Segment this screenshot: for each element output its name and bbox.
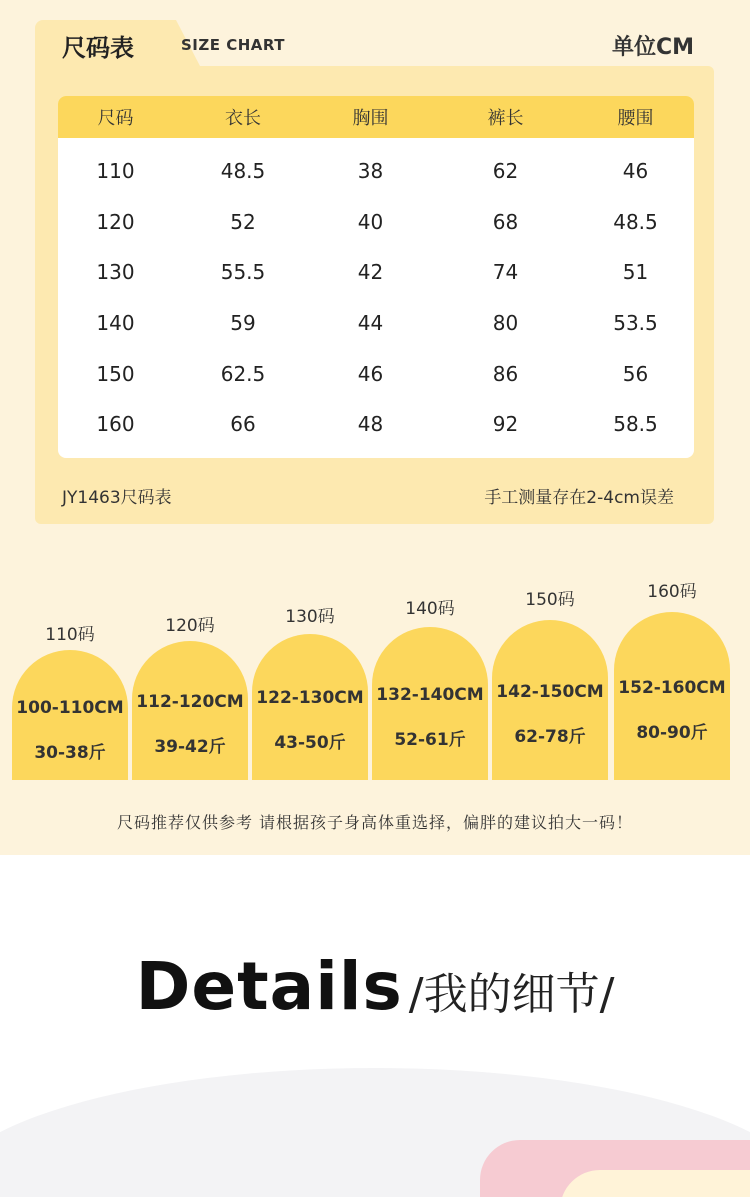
column-header: 尺码 xyxy=(97,108,134,129)
table-cell: 130 xyxy=(96,260,135,285)
details-heading xyxy=(0,948,750,1025)
table-cell: 110 xyxy=(96,159,135,184)
table-cell: 58.5 xyxy=(613,412,658,437)
table-cell: 48.5 xyxy=(220,159,266,184)
recommend-size-label: 130码 xyxy=(285,607,335,627)
recommend-weight: 43-50斤 xyxy=(274,733,346,753)
table-cell: 40 xyxy=(357,209,384,234)
table-cell: 150 xyxy=(96,361,135,386)
recommend-size-label: 150码 xyxy=(525,590,575,610)
recommend-size-label: 140码 xyxy=(405,599,455,619)
recommend-size-label: 120码 xyxy=(165,616,215,636)
recommend-weight: 80-90斤 xyxy=(636,723,708,743)
recommend-height: 100-110CM xyxy=(16,698,124,718)
table-cell: 55.5 xyxy=(220,260,266,285)
table-cell: 160 xyxy=(96,412,135,437)
table-cell: 56 xyxy=(622,361,649,386)
table-cell: 62 xyxy=(492,159,519,184)
table-cell: 48 xyxy=(357,412,384,437)
table-row xyxy=(58,348,694,399)
details-title-cn: /我的细节/ xyxy=(408,969,615,1020)
table-cell: 38 xyxy=(357,159,384,184)
recommend-height: 132-140CM xyxy=(376,685,484,705)
table-cell: 53.5 xyxy=(613,311,658,336)
table-row xyxy=(58,146,694,197)
table-body xyxy=(58,138,694,450)
table-cell: 51 xyxy=(622,260,649,285)
table-cell: 44 xyxy=(357,311,384,336)
title-en: SIZE CHART xyxy=(181,36,286,54)
table-cell: 68 xyxy=(492,209,519,234)
size-table xyxy=(58,96,694,458)
table-cell: 46 xyxy=(622,159,649,184)
recommend-height: 142-150CM xyxy=(496,682,604,702)
table-cell: 48.5 xyxy=(613,209,658,234)
table-cell: 59 xyxy=(230,311,256,336)
table-cell: 120 xyxy=(96,209,135,234)
column-header: 裤长 xyxy=(487,108,524,129)
recommend-weight: 62-78斤 xyxy=(514,727,586,747)
recommend-weight: 52-61斤 xyxy=(394,730,466,750)
unit-label: 单位CM xyxy=(611,35,694,60)
recommend-height: 112-120CM xyxy=(136,692,244,712)
table-cell: 66 xyxy=(230,412,256,437)
table-cell: 46 xyxy=(357,361,384,386)
column-header: 腰围 xyxy=(617,108,654,129)
table-row xyxy=(58,399,694,450)
table-row xyxy=(58,247,694,298)
recommend-height: 152-160CM xyxy=(618,678,726,698)
table-cell: 62.5 xyxy=(220,361,266,386)
table-row xyxy=(58,298,694,349)
recommend-size-label: 160码 xyxy=(647,582,697,602)
product-collar-fragment xyxy=(560,1170,750,1197)
table-cell: 92 xyxy=(492,412,519,437)
table-header xyxy=(58,96,694,138)
recommend-weight: 30-38斤 xyxy=(34,743,106,763)
table-cell: 80 xyxy=(492,311,519,336)
model-number: JY1463尺码表 xyxy=(62,488,172,508)
table-cell: 52 xyxy=(230,209,256,234)
recommend-tip: 尺码推荐仅供参考 请根据孩子身高体重选择，偏胖的建议拍大一码！ xyxy=(116,813,634,832)
title-cn: 尺码表 xyxy=(62,34,134,62)
column-header: 胸围 xyxy=(352,108,389,129)
column-header: 衣长 xyxy=(225,108,261,129)
details-title-en: Details xyxy=(135,948,403,1025)
recommend-weight: 39-42斤 xyxy=(154,737,226,757)
table-cell: 86 xyxy=(492,361,519,386)
recommend-height: 122-130CM xyxy=(256,688,364,708)
table-cell: 74 xyxy=(492,260,519,285)
table-cell: 42 xyxy=(357,260,384,285)
measurement-note: 手工测量存在2-4cm误差 xyxy=(484,488,674,508)
table-row xyxy=(58,197,694,248)
recommend-size-label: 110码 xyxy=(45,625,95,645)
table-cell: 140 xyxy=(96,311,135,336)
